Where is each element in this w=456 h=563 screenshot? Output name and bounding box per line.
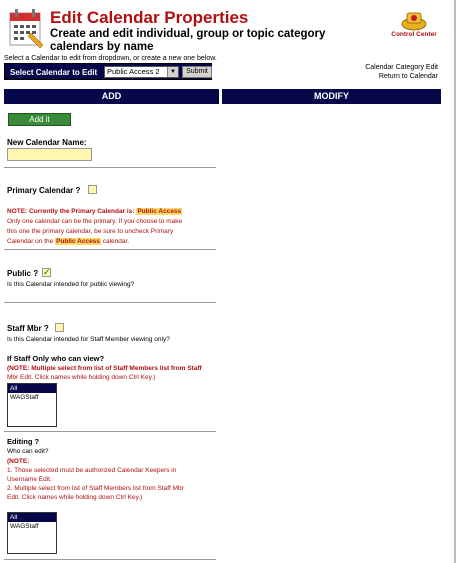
staff-view-label: If Staff Only who can view? — [7, 354, 105, 363]
control-center-link[interactable] — [384, 9, 444, 38]
instruction-text: Select a Calendar to edit from dropdown, or create a new one below. — [4, 55, 217, 62]
primary-note-line4a: Calendar on the — [7, 238, 54, 245]
staff-view-listbox[interactable] — [7, 383, 57, 427]
editing-note-line1: 1. Those selected must be authorized Calendar Keepers in — [7, 467, 177, 474]
page-subtitle: Create and edit individual, group or topic category calendars by name — [50, 28, 326, 53]
public-checkbox[interactable] — [42, 268, 51, 277]
calendar-icon — [7, 7, 45, 49]
staff-member-label: Staff Mbr ? — [7, 324, 49, 333]
divider — [4, 559, 216, 560]
new-calendar-name-label: New Calendar Name: — [7, 138, 87, 147]
staff-member-checkbox[interactable] — [55, 323, 64, 332]
primary-calendar-checkbox[interactable] — [88, 185, 97, 194]
divider — [4, 431, 216, 432]
primary-current-calendar: Public Access — [137, 208, 182, 215]
calendar-dropdown-value: Public Access 2 — [107, 67, 160, 76]
staff-view-option[interactable]: All — [8, 384, 56, 393]
editing-subtitle: Who can edit? — [7, 448, 49, 455]
staff-member-description: Is this Calendar intended for Staff Member viewing only? — [7, 336, 170, 343]
public-description: Is this Calendar intended for public viewing? — [7, 281, 135, 288]
primary-calendar-label: Primary Calendar ? — [7, 186, 81, 195]
editing-note-head: (NOTE: — [7, 458, 30, 465]
calendar-category-edit-link[interactable]: Calendar Category Edit — [365, 64, 438, 71]
add-it-button[interactable]: Add it — [8, 113, 71, 126]
tab-add[interactable]: ADD — [4, 89, 219, 104]
staff-view-note-line1: (NOTE: Multiple select from list of Staff Members list from Staff — [7, 365, 202, 372]
submit-button[interactable]: Submit — [182, 66, 212, 78]
primary-note-line4c: calendar. — [102, 238, 130, 245]
public-label: Public ? — [7, 269, 39, 278]
divider — [4, 249, 216, 250]
divider — [4, 302, 216, 303]
return-to-calendar-link[interactable]: Return to Calendar — [378, 73, 438, 80]
tab-modify[interactable]: MODIFY — [222, 89, 441, 104]
primary-note-line2: Only one calendar can be the primary. If you choose to make — [7, 218, 183, 225]
editing-label: Editing ? — [7, 437, 40, 446]
staff-view-option[interactable]: WAGStaff — [10, 394, 39, 401]
calendar-dropdown[interactable] — [104, 66, 179, 78]
header-links — [365, 63, 438, 81]
new-calendar-name-input[interactable] — [7, 148, 92, 161]
calendar-selector-bar — [4, 63, 212, 80]
page-title: Edit Calendar Properties — [50, 8, 249, 27]
editing-option[interactable]: WAGStaff — [10, 523, 39, 530]
control-center-label: Control Center — [391, 31, 437, 38]
editing-note-line3: 2. Multiple select from list of Staff Members list from Staff Mbr — [7, 485, 184, 492]
editing-note — [7, 457, 219, 502]
editing-note-line2: Username Edit. — [7, 476, 52, 483]
primary-note-calendar-name: Public Access — [56, 238, 100, 245]
divider — [4, 167, 216, 168]
staff-view-note — [7, 364, 217, 382]
editing-note-line4: Edit. Click names while holding down Ctrl Key.) — [7, 494, 143, 501]
calendar-selector-label: Select Calendar to Edit — [10, 68, 98, 77]
staff-view-note-line2: Mbr Edit. Click names while holding down Ctrl Key.) — [7, 374, 156, 381]
primary-note-prefix: NOTE: Currently the Primary Calendar is: — [7, 208, 135, 215]
primary-note — [7, 207, 207, 247]
control-center-icon — [401, 9, 427, 31]
chevron-down-icon[interactable]: ▼ — [167, 67, 178, 77]
checkmark-icon: ✓ — [43, 267, 51, 277]
editing-listbox[interactable] — [7, 512, 57, 554]
editing-option[interactable]: All — [8, 513, 56, 522]
primary-note-line3: this one the primary calendar, be sure to uncheck Primary — [7, 228, 174, 235]
